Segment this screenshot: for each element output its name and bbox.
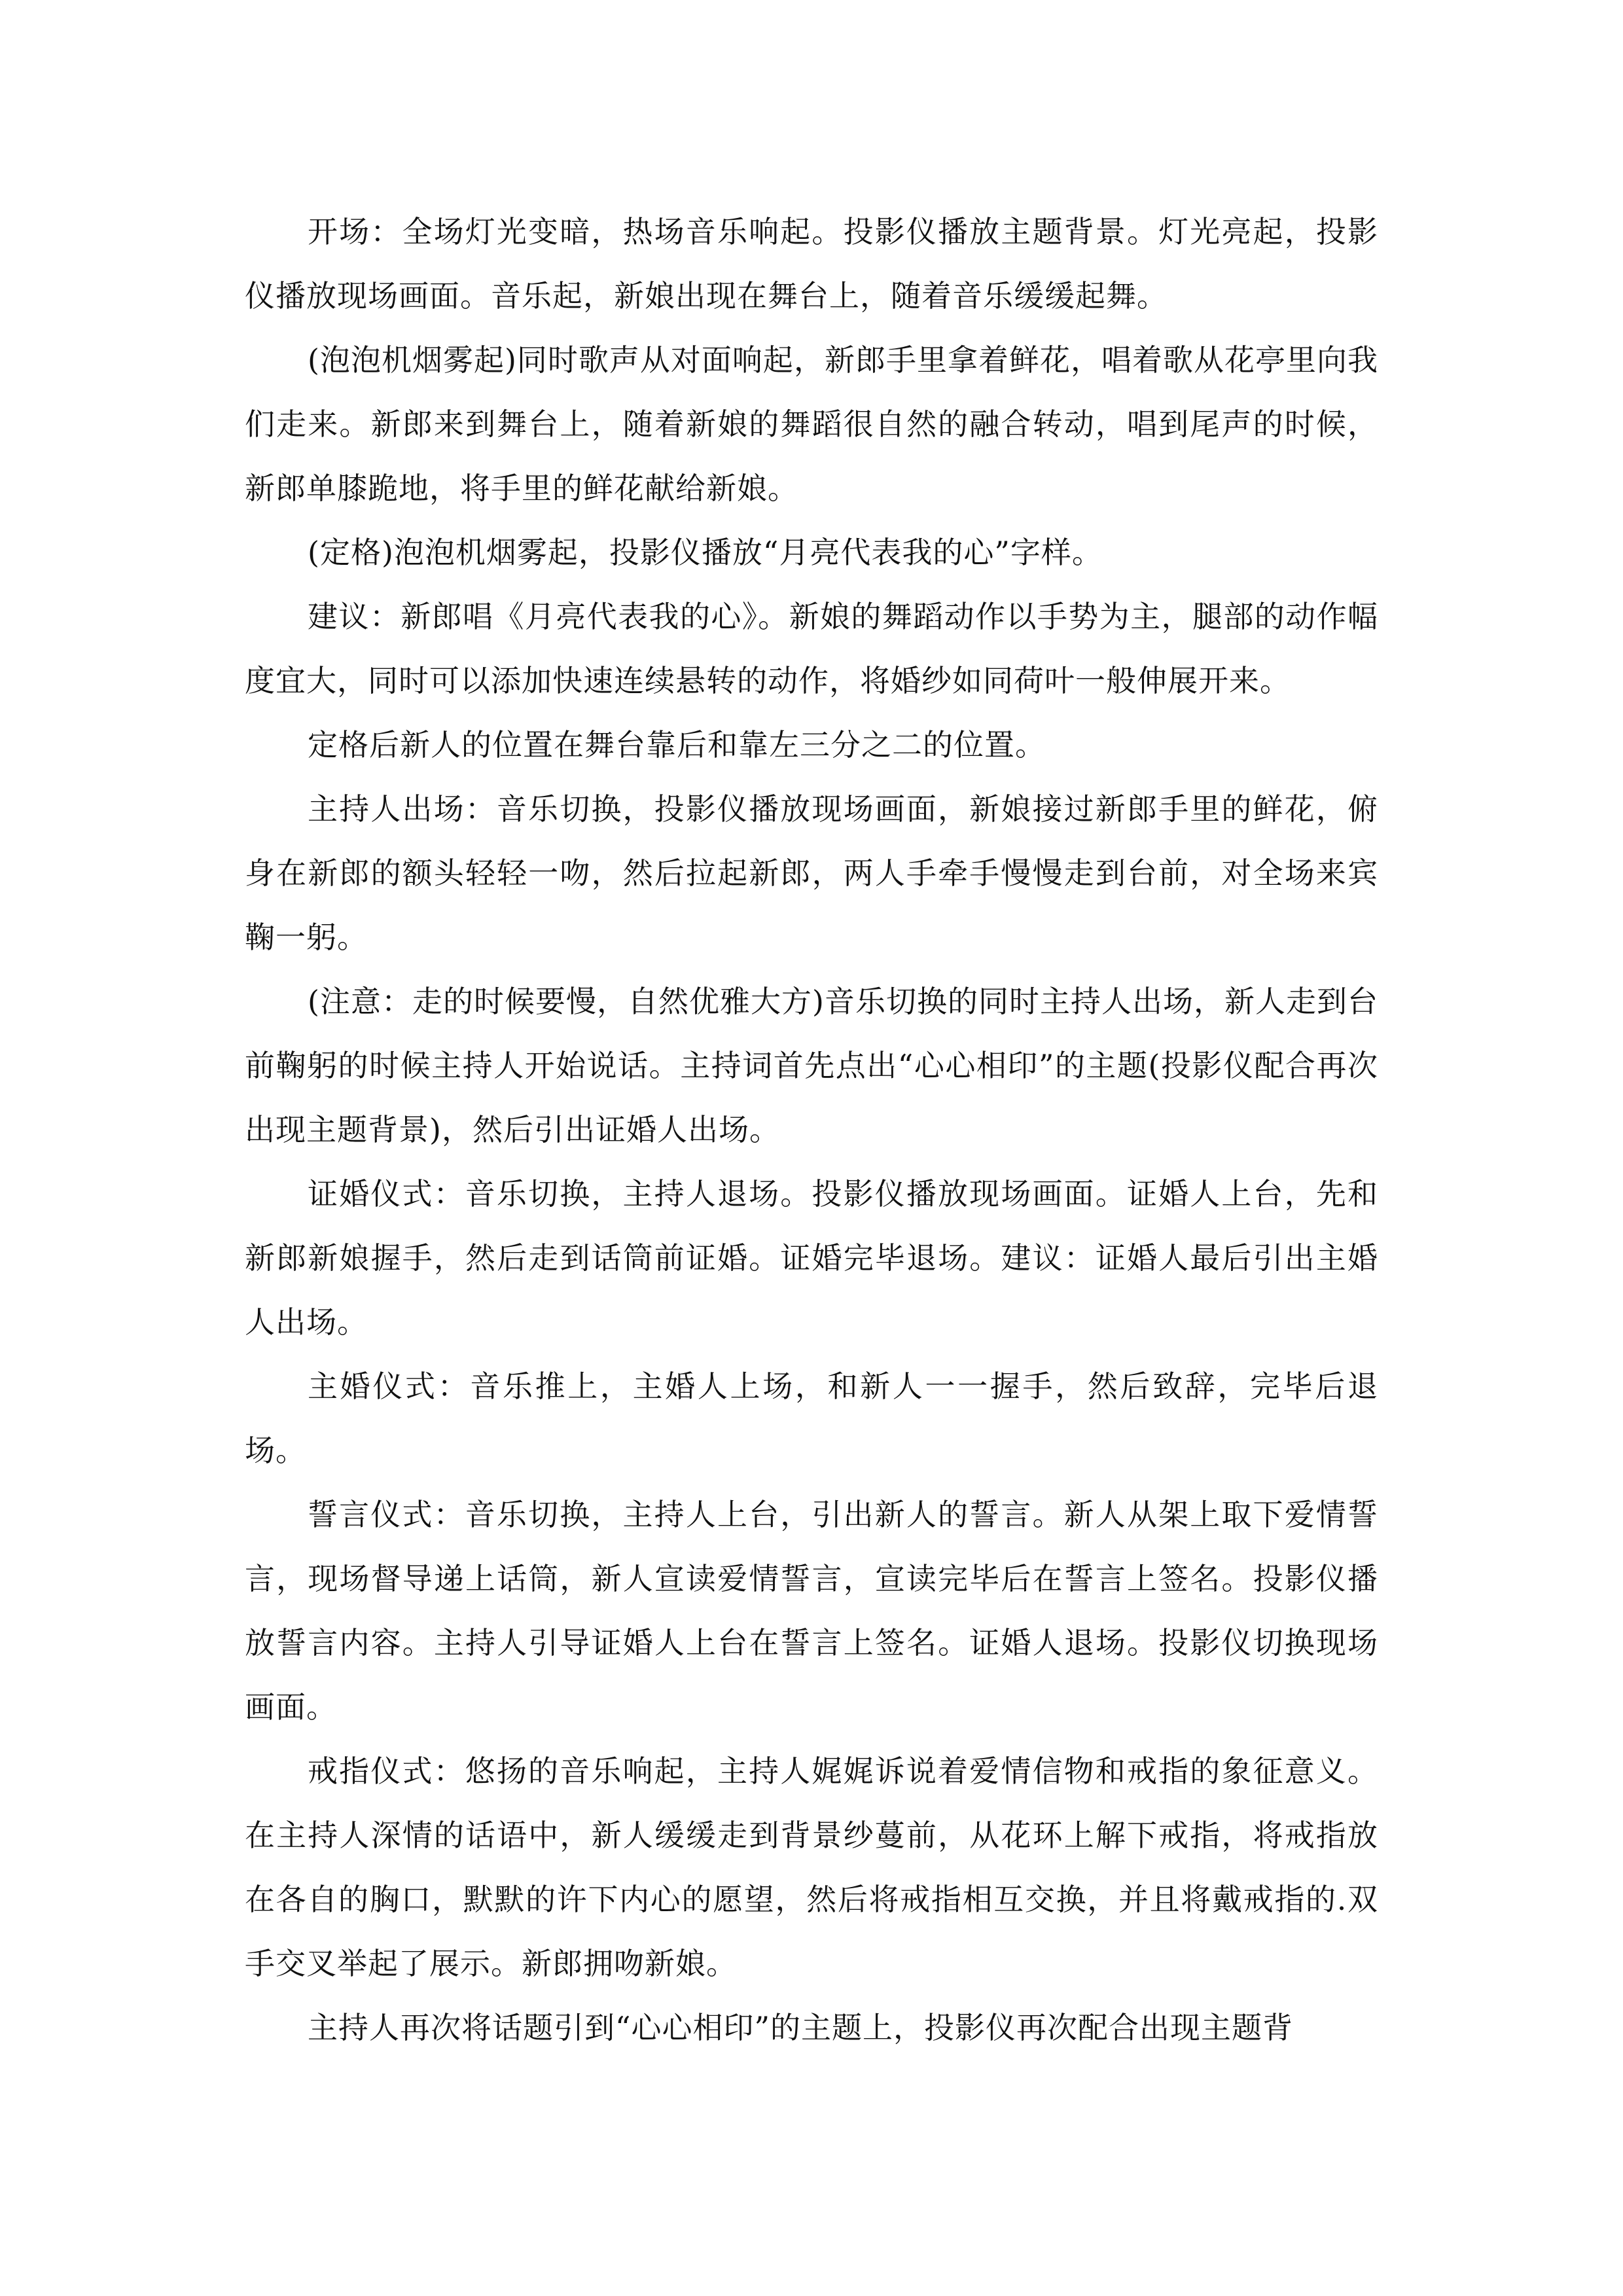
paragraph-freeze-frame: (定格)泡泡机烟雾起，投影仪播放“月亮代表我的心”字样。 [308,535,1103,570]
paragraph-theme-return: 主持人再次将话题引到“心心相印”的主题上，投影仪再次配合出现主题背 [308,2010,1294,2045]
paragraph-note: (注意：走的时候要慢，自然优雅大方)音乐切换的同时主持人出场，新人走到台前鞠躬的时候主持人开始说话。主持词首先点出“心心相印”的主题(投影仪配合再次出现主题背景)，然后引出证婚人出场。 [245,984,1378,1147]
document-body [245,200,1378,2060]
paragraph-vow-ceremony: 誓言仪式：音乐切换，主持人上台，引出新人的誓言。新人从架上取下爱情誓言，现场督导递上话筒，新人宣读爱情誓言，宣读完毕后在誓言上签名。投影仪播放誓言内容。主持人引导证婚人上台在誓言上签名。证婚人退场。投影仪切换现场画面。 [245,1497,1378,1725]
paragraph-opening: 开场：全场灯光变暗，热场音乐响起。投影仪播放主题背景。灯光亮起，投影仪播放现场画面。音乐起，新娘出现在舞台上，随着音乐缓缓起舞。 [245,214,1378,314]
paragraph-witness-ceremony: 证婚仪式：音乐切换，主持人退场。投影仪播放现场画面。证婚人上台，先和新郎新娘握手，然后走到话筒前证婚。证婚完毕退场。建议：证婚人最后引出主婚人出场。 [245,1176,1378,1340]
paragraph-suggestion: 建议：新郎唱《月亮代表我的心》。新娘的舞蹈动作以手势为主，腿部的动作幅度宜大，同时可以添加快速连续悬转的动作，将婚纱如同荷叶一般伸展开来。 [245,599,1378,698]
paragraph-bubble-machine: (泡泡机烟雾起)同时歌声从对面响起，新郎手里拿着鲜花，唱着歌从花亭里向我们走来。新郎来到舞台上，随着新娘的舞蹈很自然的融合转动，唱到尾声的时候，新郎单膝跪地，将手里的鲜花献给新娘。 [245,342,1378,506]
paragraph-officiant-ceremony: 主婚仪式：音乐推上，主婚人上场，和新人一一握手，然后致辞，完毕后退场。 [245,1369,1378,1468]
paragraph-position: 定格后新人的位置在舞台靠后和靠左三分之二的位置。 [308,727,1046,762]
paragraph-ring-ceremony: 戒指仪式：悠扬的音乐响起，主持人娓娓诉说着爱情信物和戒指的象征意义。在主持人深情的话语中，新人缓缓走到背景纱蔓前，从花环上解下戒指，将戒指放在各自的胸口，默默的许下内心的愿望，然后将戒指相互交换，并且将戴戒指的.双手交叉举起了展示。新郎拥吻新娘。 [245,1753,1378,1981]
paragraph-host-entrance: 主持人出场：音乐切换，投影仪播放现场画面，新娘接过新郎手里的鲜花，俯身在新郎的额头轻轻一吻，然后拉起新郎，两人手牵手慢慢走到台前，对全场来宾鞠一躬。 [245,791,1378,955]
